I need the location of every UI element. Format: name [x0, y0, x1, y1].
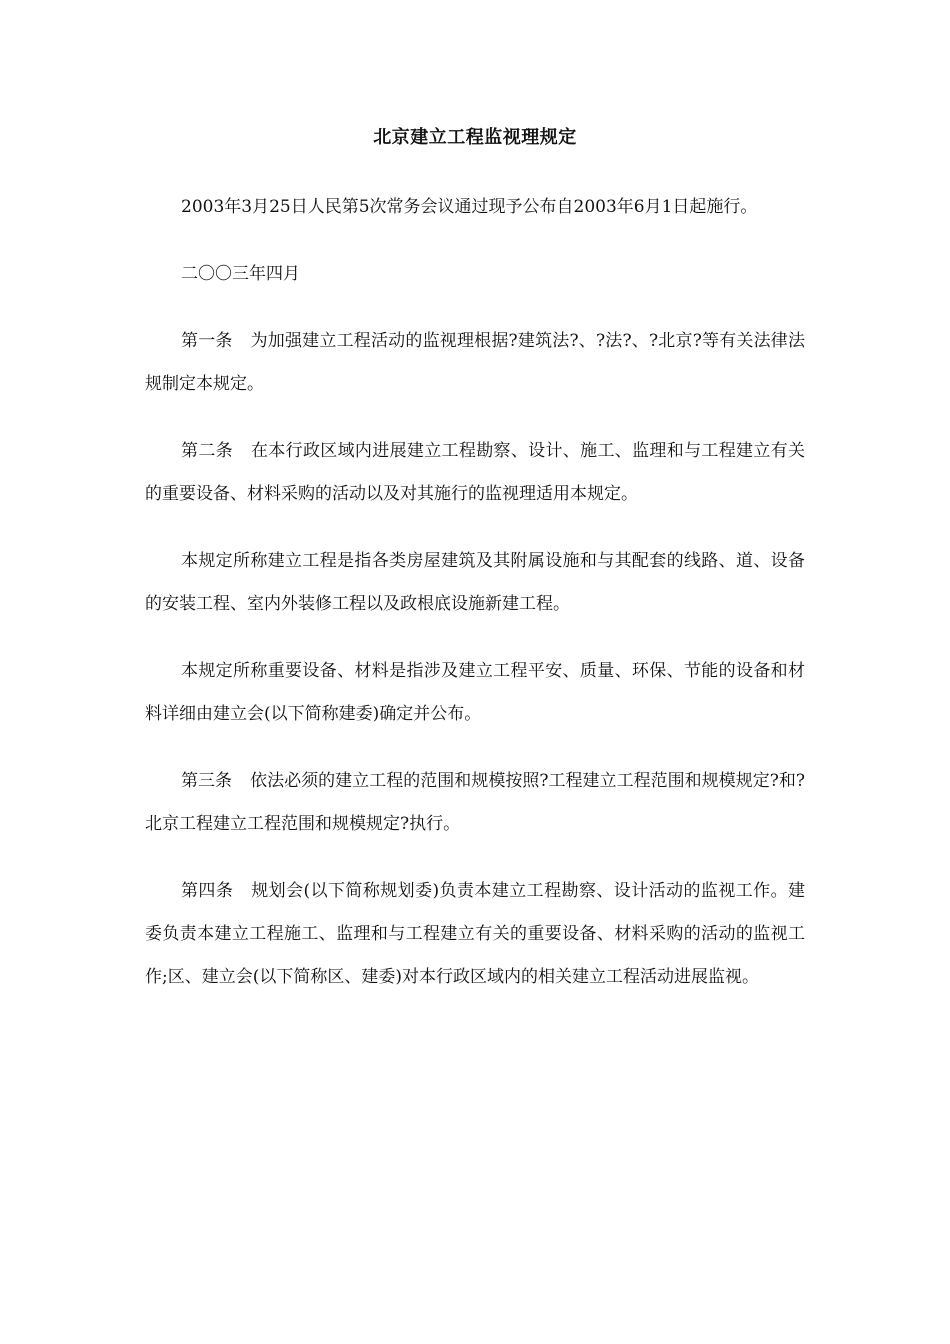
document-body	[145, 186, 805, 1023]
paragraph-article-3	[145, 760, 805, 846]
paragraph-text: 依法必须的建立工程的范围和规模按照?工程建立工程范围和规模规定?和?北京工程建立工程范围和规模规定?执行。	[145, 771, 806, 834]
document-title: 北京建立工程监视理规定	[373, 127, 577, 148]
article-number: 第四条	[181, 881, 234, 901]
article-number: 第一条	[181, 331, 233, 351]
article-number: 第三条	[181, 771, 233, 791]
paragraph-promulgation	[145, 186, 805, 229]
paragraph-text: 本规定所称重要设备、材料是指涉及建立工程平安、质量、环保、节能的设备和材料详细由建立会(以下简称建委)确定并公布。	[145, 661, 805, 724]
paragraph-article-2-definition-equipment	[145, 650, 805, 736]
paragraph-text: 本规定所称建立工程是指各类房屋建筑及其附属设施和与其配套的线路、道、设备的安装工程、室内外装修工程以及政根底设施新建工程。	[145, 551, 805, 614]
paragraph-text: 二〇〇三年四月	[181, 264, 300, 284]
paragraph-article-1	[145, 320, 805, 406]
paragraph-text: 规划会(以下简称规划委)负责本建立工程勘察、设计活动的监视工作。建委负责本建立工程施工、监理和与工程建立有关的重要设备、材料采购的活动的监视工作;区、建立会(以下简称区、建委)对本行政区域内的相关建立工程活动进展监视。	[145, 881, 806, 987]
paragraph-text: 为加强建立工程活动的监视理根据?建筑法?、?法?、?北京?等有关法律法规制定本规定。	[145, 331, 805, 394]
article-number: 第二条	[181, 441, 233, 461]
paragraph-text: 在本行政区域内进展建立工程勘察、设计、施工、监理和与工程建立有关的重要设备、材料采购的活动以及对其施行的监视理适用本规定。	[145, 441, 806, 504]
paragraph-text: 2003年3月25日人民第5次常务会议通过现予公布自2003年6月1日起施行。	[181, 197, 758, 217]
paragraph-date	[145, 253, 805, 296]
paragraph-article-2-definition-projects	[145, 540, 805, 626]
paragraph-article-2	[145, 430, 805, 516]
paragraph-article-4	[145, 870, 805, 999]
